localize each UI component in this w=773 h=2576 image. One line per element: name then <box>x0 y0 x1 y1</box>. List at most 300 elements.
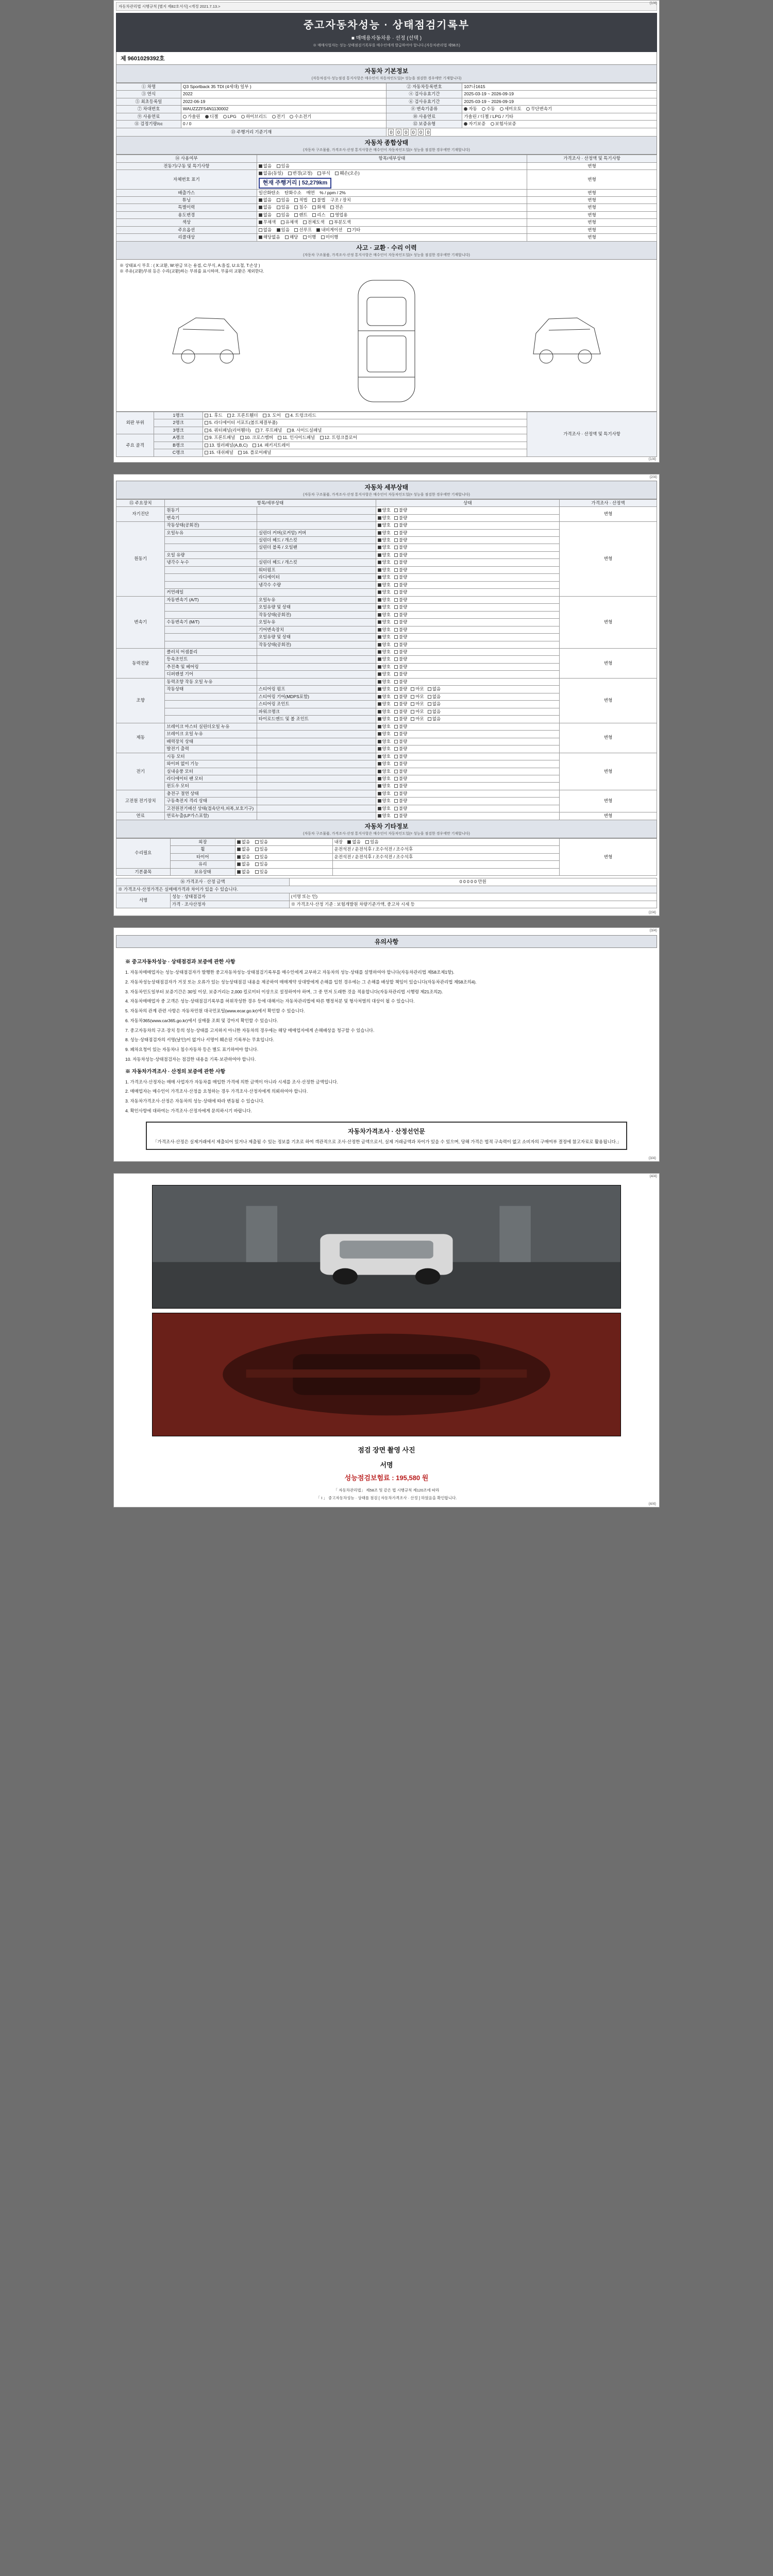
checkbox-icon[interactable] <box>378 725 381 728</box>
overall-option[interactable]: 훼손(오손) <box>335 171 360 176</box>
transmission-option[interactable]: 무단변속기 <box>526 106 552 112</box>
warranty-options <box>462 121 657 128</box>
checkbox-icon[interactable] <box>394 725 398 728</box>
checkbox-icon[interactable] <box>411 687 414 691</box>
overall-option[interactable]: 변경(교정) <box>288 171 313 176</box>
detail-state-option[interactable] <box>394 522 407 528</box>
detail-state-option[interactable] <box>378 537 391 543</box>
checkbox-icon[interactable] <box>394 620 398 624</box>
detail-state-option[interactable] <box>394 806 407 811</box>
checkbox-icon[interactable] <box>394 650 398 654</box>
detail-state-option[interactable] <box>428 709 441 715</box>
detail-state-option[interactable] <box>394 642 407 648</box>
checkbox-icon[interactable] <box>394 747 398 751</box>
detail-state-option[interactable] <box>394 783 407 789</box>
other-extra-0 <box>332 838 560 845</box>
checkbox-icon[interactable] <box>394 635 398 639</box>
part-option[interactable]: 2. 프론트휀더 <box>227 413 258 418</box>
detail-state-label: 불량 <box>398 731 408 737</box>
checkbox-icon[interactable] <box>394 784 398 788</box>
overall-option[interactable]: 없음 <box>259 205 272 210</box>
parts-rank-1: 2랭크 <box>154 419 203 427</box>
checkbox-icon[interactable] <box>378 665 381 669</box>
fuel-option[interactable]: 가솔린 <box>183 114 200 120</box>
checkbox-icon[interactable] <box>394 665 398 669</box>
detail-state-option[interactable] <box>378 567 391 573</box>
detail-state-option[interactable] <box>378 574 391 580</box>
overall-option[interactable]: 없음 <box>259 212 272 218</box>
checkbox-icon[interactable] <box>378 747 381 751</box>
checkbox-icon[interactable] <box>394 770 398 773</box>
detail-state-option[interactable] <box>378 612 391 618</box>
checkbox-icon[interactable] <box>394 523 398 527</box>
detail-state-option[interactable] <box>394 604 407 610</box>
detail-state-option[interactable] <box>378 776 391 782</box>
overall-option[interactable]: 해당없음 <box>259 234 280 240</box>
detail-state-option[interactable] <box>394 769 407 774</box>
overall-suboption[interactable]: 적법 <box>294 197 307 203</box>
checkbox-icon[interactable] <box>378 672 381 676</box>
detail-state-option[interactable] <box>394 746 407 752</box>
parts-rank-5: C랭크 <box>154 449 203 456</box>
other-option[interactable]: 있음 <box>255 854 268 860</box>
detail-item: 자동변속기 (A/T) <box>165 596 257 603</box>
part-option[interactable]: 10. 크로스멤버 <box>240 435 273 440</box>
other-option[interactable]: 있음 <box>255 846 268 852</box>
part-option[interactable]: 3. 도어 <box>263 413 281 418</box>
detail-state-option[interactable] <box>394 545 407 550</box>
detail-state-option[interactable] <box>378 761 391 767</box>
detail-state-option[interactable] <box>394 679 407 685</box>
part-option[interactable]: 6. 쿼터패널(리어휀더) <box>205 428 251 433</box>
guarantee-text: 「가격조사·산정은 실제거래에서 제출되어 있거나 제출될 수 있는 정보를 기초로 하여 객관적으로 조사·산정한 금액으로서, 실제 거래금액과 차이가 있을 수 있으며, 당해 가격은 법적 구속력이 없고 소비자의 구매여부 결정에 참고자료로 활용됩니다.」 <box>153 1139 621 1144</box>
checkbox-icon[interactable] <box>378 620 381 624</box>
checkbox-icon[interactable] <box>378 598 381 602</box>
checkbox-icon[interactable] <box>378 777 381 781</box>
transmission-option[interactable]: 수동 <box>482 106 495 112</box>
detail-state-option[interactable] <box>378 694 391 700</box>
part-option[interactable]: 8. 사이드실패널 <box>287 428 322 433</box>
fuel-option[interactable]: 디젤 <box>205 114 218 120</box>
overall-option[interactable]: 있음 <box>277 197 290 203</box>
detail-state-options <box>376 611 560 618</box>
checkbox-icon[interactable] <box>411 695 414 699</box>
basic-label-1: ③ 연식 <box>116 91 181 98</box>
checkbox-icon[interactable] <box>378 807 381 810</box>
detail-state-option[interactable] <box>378 716 391 722</box>
detail-state-option[interactable] <box>378 530 391 536</box>
checkbox-icon[interactable] <box>394 740 398 743</box>
checkbox-icon[interactable] <box>378 509 381 512</box>
checkbox-icon[interactable] <box>378 792 381 795</box>
detail-state-option[interactable] <box>394 776 407 782</box>
detail-state-option[interactable] <box>378 649 391 655</box>
checkbox-icon[interactable] <box>378 613 381 617</box>
checkbox-icon[interactable] <box>378 657 381 661</box>
overall-suboption[interactable]: 화재 <box>312 205 325 210</box>
other-option[interactable]: 없음 <box>237 854 250 860</box>
detail-state-option[interactable] <box>394 634 407 640</box>
overall-suboption[interactable]: 선루프 <box>294 227 312 233</box>
detail-state-option[interactable] <box>378 627 391 633</box>
part-option[interactable]: 16. 플로어패널 <box>238 450 271 455</box>
other-option[interactable]: 없음 <box>237 846 250 852</box>
detail-state-option[interactable] <box>378 552 391 558</box>
detail-state-option[interactable] <box>394 709 407 715</box>
other-option[interactable]: 없음 <box>237 839 250 845</box>
checkbox-icon[interactable] <box>378 605 381 609</box>
detail-state-option[interactable] <box>394 507 407 513</box>
detail-state-option[interactable] <box>394 813 407 819</box>
checkbox-icon[interactable] <box>394 531 398 535</box>
table-row <box>116 226 657 233</box>
detail-state-option[interactable] <box>378 597 391 603</box>
detail-state-option[interactable] <box>394 619 407 625</box>
overall-suboption[interactable]: 렌트 <box>294 212 307 218</box>
checkbox-icon[interactable] <box>378 814 381 818</box>
checkbox-icon[interactable] <box>394 717 398 721</box>
detail-state-option[interactable] <box>378 664 391 670</box>
checkbox-icon[interactable] <box>378 635 381 639</box>
overall-suboption[interactable]: 침수 <box>294 205 307 210</box>
detail-state-option[interactable] <box>378 724 391 730</box>
part-option[interactable]: 14. 패키지트레이 <box>253 443 290 448</box>
detail-state-label: 불량 <box>398 746 408 752</box>
checkbox-icon[interactable] <box>378 516 381 520</box>
detail-col-3: 상태 <box>376 499 560 506</box>
warranty-option[interactable]: 자기보증 <box>464 121 485 127</box>
checkbox-icon[interactable] <box>394 777 398 781</box>
detail-state-option[interactable] <box>394 791 407 796</box>
checkbox-icon[interactable] <box>378 770 381 773</box>
checkbox-icon[interactable] <box>378 568 381 572</box>
checkbox-icon[interactable] <box>378 583 381 587</box>
detail-state-option[interactable] <box>378 798 391 804</box>
other-option[interactable]: 있음 <box>255 839 268 845</box>
part-option[interactable]: 13. 필러패널(A,B,C) <box>205 443 248 448</box>
checkbox-icon[interactable] <box>428 702 431 706</box>
emission-label: 매연 <box>306 190 315 195</box>
checkbox-icon[interactable] <box>428 717 431 721</box>
other-option[interactable]: 있음 <box>365 839 378 845</box>
warranty-option[interactable]: 보험사보증 <box>491 121 516 127</box>
detail-state-option[interactable] <box>394 612 407 618</box>
checkbox-icon[interactable] <box>394 799 398 803</box>
overall-option[interactable]: 없음 <box>259 227 272 233</box>
overall-suboption[interactable]: 부분도색 <box>329 219 351 225</box>
checkbox-icon[interactable] <box>394 807 398 810</box>
detail-item: 냉각수 누수 <box>165 559 257 566</box>
detail-state-option[interactable] <box>378 806 391 811</box>
detail-subitem <box>257 812 376 820</box>
detail-state-label: 양호 <box>382 641 391 647</box>
other-group-4: 기본품목 <box>116 868 171 875</box>
checkbox-icon[interactable] <box>394 755 398 758</box>
detail-state-option[interactable] <box>394 515 407 521</box>
checkbox-icon[interactable] <box>428 695 431 699</box>
checkbox-icon[interactable] <box>378 650 381 654</box>
overall-option[interactable]: 있음 <box>277 205 290 210</box>
detail-state-option[interactable] <box>378 545 391 550</box>
overall-name-1: 자체번호 표기 <box>116 170 257 189</box>
part-option[interactable]: 7. 루프패널 <box>256 428 282 433</box>
detail-state-option[interactable] <box>394 574 407 580</box>
detail-state-option[interactable] <box>378 791 391 796</box>
checkbox-icon[interactable] <box>411 710 414 714</box>
overall-option[interactable]: 있음 <box>277 212 290 218</box>
checkbox-icon[interactable] <box>378 784 381 788</box>
detail-state-option[interactable] <box>394 731 407 737</box>
detail-state-option[interactable] <box>394 589 407 595</box>
part-option[interactable]: 5. 라디에이터 서포트(볼트체결부품) <box>205 420 277 426</box>
table-row <box>116 162 657 170</box>
detail-state-option[interactable] <box>394 754 407 759</box>
detail-state-option[interactable] <box>394 694 407 700</box>
detail-state-option[interactable] <box>378 746 391 752</box>
detail-state-options <box>376 649 560 656</box>
checkbox-icon[interactable] <box>378 561 381 564</box>
detail-state-option[interactable] <box>394 716 407 722</box>
other-item-4: 보유상태 <box>170 868 235 875</box>
checkbox-icon[interactable] <box>394 702 398 706</box>
fuel-option[interactable]: 전기 <box>272 114 285 120</box>
checkbox-icon[interactable] <box>394 516 398 520</box>
basic-value2-4: 가솔린 / 디젤 / LPG / 기타 <box>462 113 657 120</box>
caution-body <box>114 948 659 1161</box>
checkbox-icon[interactable] <box>394 546 398 549</box>
part-option[interactable]: 4. 트렁크리드 <box>285 413 316 418</box>
fuel-option[interactable]: 수소전기 <box>290 114 311 120</box>
checkbox-icon[interactable] <box>378 799 381 803</box>
checkbox-icon[interactable] <box>378 523 381 527</box>
detail-state-option[interactable] <box>394 537 407 543</box>
detail-state-option[interactable] <box>378 679 391 685</box>
detail-state-option[interactable] <box>428 686 441 692</box>
overall-option[interactable]: 있음 <box>277 163 290 169</box>
overall-suboption[interactable]: 전체도색 <box>303 219 325 225</box>
checkbox-icon[interactable] <box>378 717 381 721</box>
transmission-option[interactable]: 세미오토 <box>500 106 522 112</box>
checkbox-icon[interactable] <box>378 762 381 766</box>
checkbox-icon[interactable] <box>378 628 381 632</box>
checkbox-icon[interactable] <box>394 643 398 647</box>
detail-state-option[interactable] <box>394 686 407 692</box>
detail-state-option[interactable] <box>411 716 424 722</box>
checkbox-icon[interactable] <box>378 755 381 758</box>
detail-state-label: 양호 <box>382 664 391 669</box>
other-option[interactable]: 없음 <box>237 861 250 867</box>
detail-state-option[interactable] <box>378 507 391 513</box>
checkbox-icon[interactable] <box>378 553 381 557</box>
detail-state-option[interactable] <box>378 522 391 528</box>
detail-state-option[interactable] <box>394 739 407 744</box>
checkbox-icon[interactable] <box>394 561 398 564</box>
checkbox-icon[interactable] <box>394 710 398 714</box>
detail-state-label: 양호 <box>382 753 391 759</box>
detail-state-option[interactable] <box>411 686 424 692</box>
part-option[interactable]: 1. 후드 <box>205 413 223 418</box>
detail-state-option[interactable] <box>394 656 407 662</box>
overall-opts-2 <box>257 189 527 196</box>
other-option[interactable]: 있음 <box>255 869 268 875</box>
detail-state-option[interactable] <box>394 664 407 670</box>
overall-option[interactable]: 없음 <box>259 163 272 169</box>
detail-state-option[interactable] <box>394 560 407 565</box>
detail-state-option[interactable] <box>378 739 391 744</box>
checkbox-icon[interactable] <box>394 598 398 602</box>
checkbox-icon[interactable] <box>394 792 398 795</box>
part-option[interactable]: 15. 대쉬패널 <box>205 450 233 455</box>
detail-state-option[interactable] <box>378 813 391 819</box>
transmission-option[interactable]: 자동 <box>464 106 477 112</box>
checkbox-icon[interactable] <box>378 538 381 542</box>
checkbox-icon[interactable] <box>394 687 398 691</box>
detail-state-options <box>376 641 560 648</box>
detail-state-option[interactable] <box>378 582 391 588</box>
detail-state-option[interactable] <box>378 731 391 737</box>
checkbox-icon[interactable] <box>428 687 431 691</box>
detail-state-option[interactable] <box>378 589 391 595</box>
part-option[interactable]: 12. 트렁크플로어 <box>320 435 357 440</box>
checkbox-icon[interactable] <box>378 590 381 594</box>
checkbox-icon[interactable] <box>378 702 381 706</box>
detail-state-label: 불량 <box>398 619 408 625</box>
detail-state-option[interactable] <box>378 701 391 707</box>
detail-state-option[interactable] <box>394 530 407 536</box>
parts-items-5 <box>203 449 527 456</box>
basic-value2-1: 2025-03-19 ~ 2026-09-19 <box>462 91 657 98</box>
checkbox-icon[interactable] <box>378 575 381 579</box>
overall-suboption[interactable]: 영업용 <box>330 212 348 218</box>
table-row <box>116 886 657 893</box>
detail-state-option[interactable] <box>378 604 391 610</box>
part-option[interactable]: 11. 인사이드패널 <box>278 435 315 440</box>
checkbox-icon[interactable] <box>394 509 398 512</box>
detail-state-option[interactable] <box>378 754 391 759</box>
detail-state-option[interactable] <box>378 671 391 677</box>
detail-state-option[interactable] <box>378 642 391 648</box>
other-option[interactable]: 없음 <box>237 869 250 875</box>
checkbox-icon[interactable] <box>394 613 398 617</box>
checkbox-icon[interactable] <box>411 717 414 721</box>
detail-state-label: 양호 <box>382 671 391 677</box>
overall-suboption[interactable]: 리스 <box>312 212 325 218</box>
checkbox-icon[interactable] <box>394 762 398 766</box>
checkbox-icon[interactable] <box>378 680 381 684</box>
overall-option[interactable]: 없음 <box>259 197 272 203</box>
parts-rank-2: 3랭크 <box>154 427 203 434</box>
fuel-option[interactable]: 하이브리드 <box>241 114 267 120</box>
price-summary-table <box>116 878 657 908</box>
detail-state-option[interactable] <box>394 552 407 558</box>
checkbox-icon[interactable] <box>378 732 381 736</box>
detail-state-option[interactable] <box>378 560 391 565</box>
detail-state-option[interactable] <box>394 761 407 767</box>
detail-state-option[interactable] <box>378 783 391 789</box>
detail-state-option[interactable] <box>378 656 391 662</box>
overall-suboption[interactable]: 불법 <box>312 197 325 203</box>
checkbox-icon[interactable] <box>394 657 398 661</box>
detail-state-option[interactable] <box>411 709 424 715</box>
detail-state-option[interactable] <box>411 694 424 700</box>
checkbox-icon[interactable] <box>378 531 381 535</box>
overall-suboption[interactable]: 전손 <box>330 205 343 210</box>
overall-col-3: 가격조사 · 산정액 및 특기사항 <box>527 155 657 162</box>
detail-state-option[interactable] <box>394 701 407 707</box>
detail-state-option[interactable] <box>378 619 391 625</box>
other-option[interactable]: 없음 <box>347 839 360 845</box>
detail-state-option[interactable] <box>378 769 391 774</box>
overall-option[interactable]: 없음(동일) <box>259 171 283 176</box>
checkbox-icon[interactable] <box>394 628 398 632</box>
checkbox-icon[interactable] <box>394 680 398 684</box>
checkbox-icon[interactable] <box>394 553 398 557</box>
detail-state-option[interactable] <box>394 671 407 677</box>
detail-state-option[interactable] <box>394 724 407 730</box>
overall-suboption[interactable]: 내비게이션 <box>316 227 342 233</box>
overall-option[interactable]: 유채색 <box>281 219 298 225</box>
checkbox-icon[interactable] <box>378 643 381 647</box>
checkbox-icon[interactable] <box>394 695 398 699</box>
overall-suboption[interactable]: 기타 <box>347 227 360 233</box>
overall-option[interactable]: 부식 <box>317 171 330 176</box>
detail-state-option[interactable] <box>428 701 441 707</box>
checkbox-icon[interactable] <box>378 695 381 699</box>
detail-state-option[interactable] <box>378 686 391 692</box>
other-option[interactable]: 있음 <box>255 861 268 867</box>
caution2-item: 2. 매매업자는 매수인이 가격조사·산정을 요청하는 경우 가격조사·산정자에게 의뢰하여야 합니다. <box>125 1089 308 1094</box>
checkbox-icon[interactable] <box>394 672 398 676</box>
basic-label2-1: ④ 검사유효기간 <box>386 91 462 98</box>
checkbox-icon[interactable] <box>394 568 398 572</box>
detail-state-option[interactable] <box>394 649 407 655</box>
checkbox-icon[interactable] <box>394 575 398 579</box>
checkbox-icon[interactable] <box>378 740 381 743</box>
checkbox-icon[interactable] <box>394 732 398 736</box>
detail-state-option[interactable] <box>394 597 407 603</box>
overall-suboption[interactable]: 이행 <box>303 234 316 240</box>
overall-option[interactable]: 해당 <box>285 234 298 240</box>
detail-state-table <box>116 499 657 820</box>
detail-state-option[interactable] <box>411 701 424 707</box>
overall-suboption[interactable]: 미이행 <box>321 234 339 240</box>
detail-state-option[interactable] <box>394 567 407 573</box>
detail-state-option[interactable] <box>394 798 407 804</box>
detail-state-option[interactable] <box>378 709 391 715</box>
checkbox-icon[interactable] <box>394 590 398 594</box>
checkbox-icon[interactable] <box>378 546 381 549</box>
overall-option[interactable]: 있음 <box>277 227 290 233</box>
detail-state-option[interactable] <box>428 716 441 722</box>
checkbox-icon[interactable] <box>378 687 381 691</box>
detail-state-option[interactable] <box>394 627 407 633</box>
fuel-option[interactable]: LPG <box>223 114 237 120</box>
checkbox-icon[interactable] <box>411 702 414 706</box>
detail-state-option[interactable] <box>378 634 391 640</box>
part-option[interactable]: 9. 프론트패널 <box>205 435 236 440</box>
checkbox-icon[interactable] <box>428 710 431 714</box>
checkbox-icon[interactable] <box>394 538 398 542</box>
checkbox-icon[interactable] <box>394 605 398 609</box>
checkbox-icon[interactable] <box>378 710 381 714</box>
detail-state-option[interactable] <box>428 694 441 700</box>
detail-state-option[interactable] <box>378 515 391 521</box>
overall-option[interactable]: 무채색 <box>259 219 276 225</box>
detail-state-option[interactable] <box>394 582 407 588</box>
detail-state-label: 불량 <box>398 671 408 677</box>
checkbox-icon[interactable] <box>394 583 398 587</box>
checkbox-icon[interactable] <box>394 814 398 818</box>
